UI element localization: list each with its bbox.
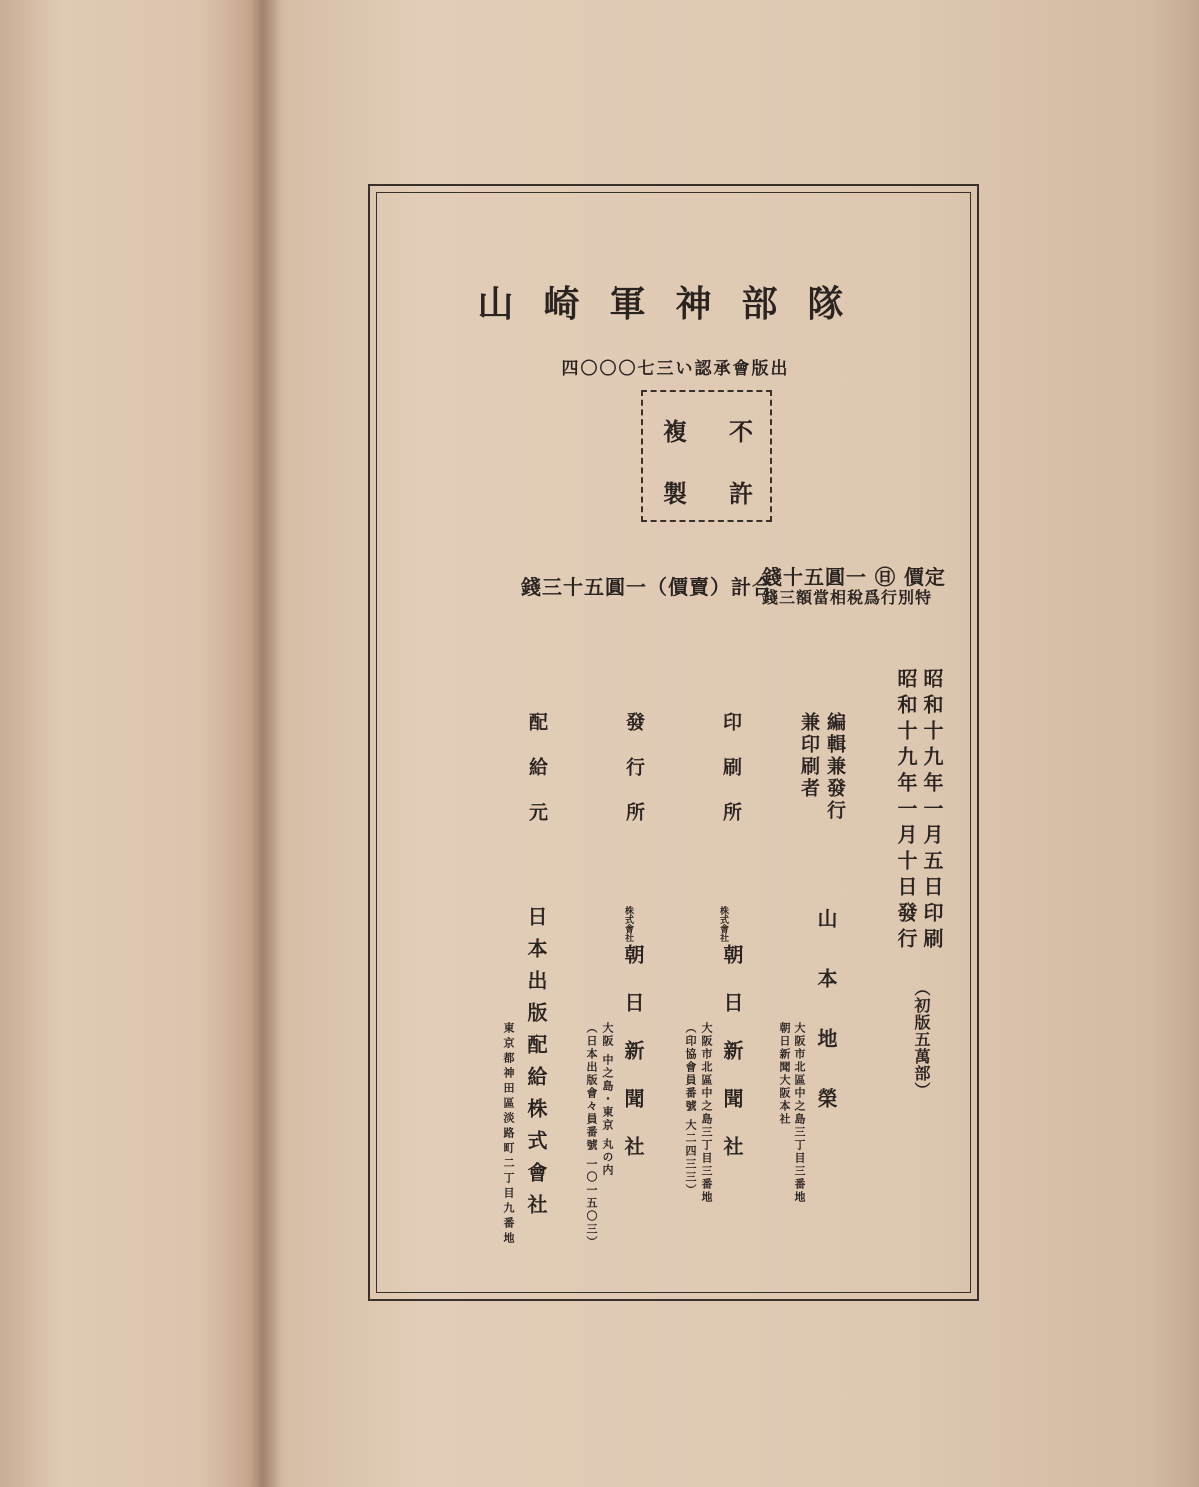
- editor-address-1: 大阪市北區中之島三丁目三番地: [793, 1022, 806, 1204]
- publisher-corp-tag: 株式會社: [623, 906, 633, 942]
- editor-label-2: 兼印刷者: [798, 712, 820, 800]
- printer-address-1: 大阪市北區中之島三丁目三番地: [700, 1022, 713, 1204]
- publisher-address-1: 大阪 中之島・東京 丸の内: [601, 1022, 614, 1177]
- publisher-name: 朝日新聞社: [621, 944, 645, 1184]
- editor-name: 山本地榮: [814, 908, 838, 1148]
- print-date: 昭和十九年一月五日印刷: [920, 668, 944, 954]
- stamp-char-2: 許: [729, 479, 753, 508]
- distributor-name: 日本出版配給株式會社: [524, 906, 548, 1226]
- publishing-approval-number: 出版會承認い三七〇〇〇四: [561, 359, 790, 379]
- special-tax-note: 特別行爲稅相當額三錢: [762, 588, 933, 607]
- editor-address-2: 朝日新聞大阪本社: [778, 1022, 791, 1126]
- book-gutter: [250, 0, 280, 1487]
- distributor-label: 配給元: [526, 712, 548, 847]
- fixed-price: 定價 ㊐ 一圓五十錢: [762, 565, 946, 589]
- printer-name: 朝日新聞社: [720, 944, 744, 1184]
- stamp-char-4: 製: [663, 479, 687, 508]
- publisher-label: 發行所: [623, 712, 645, 847]
- editor-label-1: 編輯兼發行: [824, 712, 846, 822]
- reproduction-prohibited-stamp: [641, 390, 772, 522]
- distributor-address: 東京都神田區淡路町二丁目九番地: [502, 1022, 515, 1247]
- total-price: 合計（賣價）一圓五十三錢: [521, 575, 773, 599]
- publisher-address-2: （日本出版會々員番號 一〇一五〇三）: [585, 1022, 598, 1249]
- edition-note: （初版五萬部）: [912, 980, 931, 1099]
- printer-label: 印刷所: [720, 712, 742, 847]
- stamp-char-1: 不: [729, 417, 753, 446]
- printer-address-2: （印協會員番號 大二四三三）: [684, 1022, 697, 1197]
- issue-date: 昭和十九年一月十日發行: [894, 668, 918, 954]
- stamp-char-3: 複: [663, 417, 687, 446]
- book-title: 隊部神軍崎山: [477, 283, 874, 325]
- printer-corp-tag: 株式會社: [718, 906, 728, 942]
